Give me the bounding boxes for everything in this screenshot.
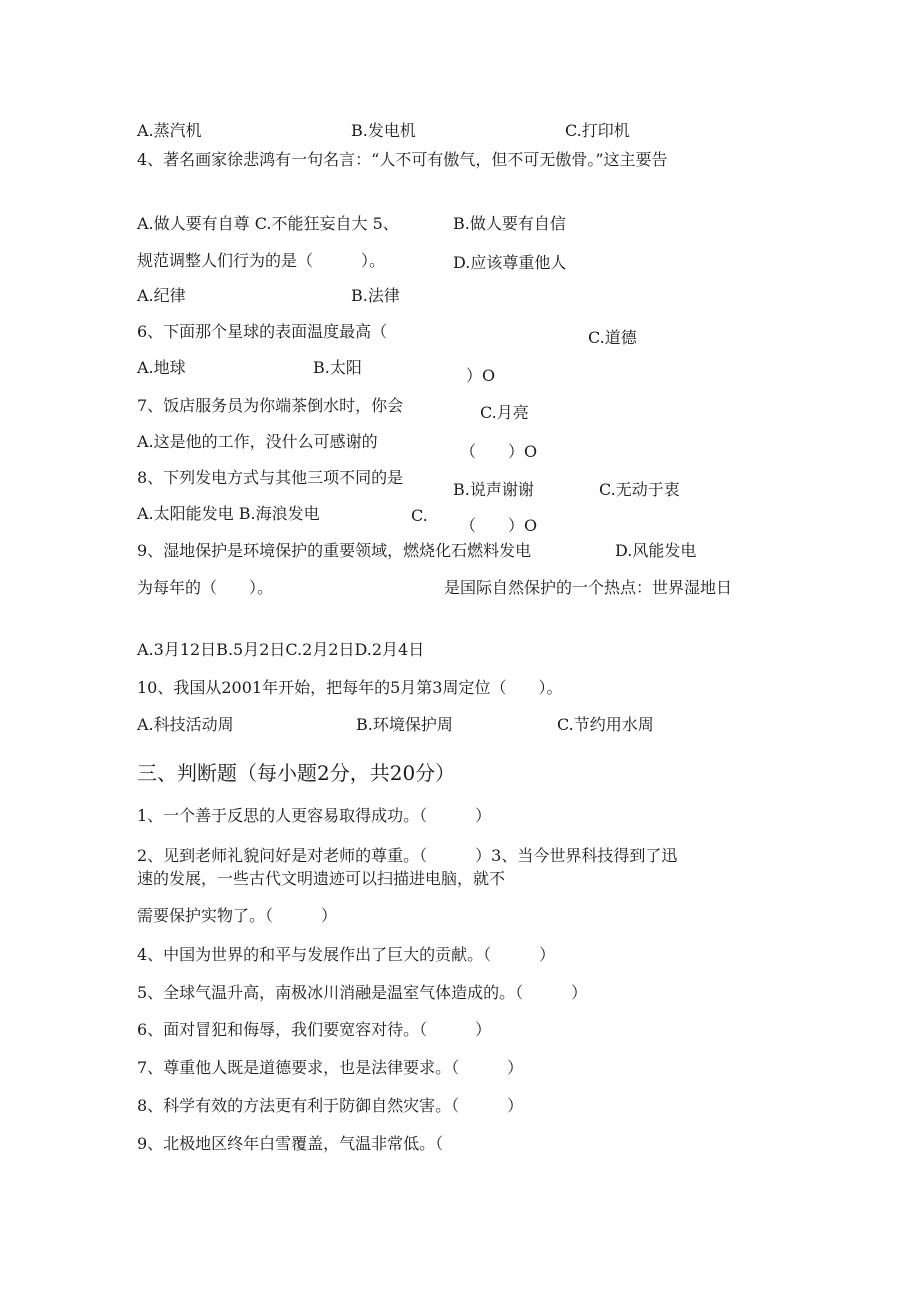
question-9-end: 为每年的（ ）。	[137, 578, 274, 597]
q8-bracket-clipped: （ ）O	[460, 516, 538, 535]
section-3-heading: 三、判断题（每小题2分，共20分）	[137, 761, 456, 785]
q7-option-a: A.这是他的工作，没什么可感谢的	[137, 432, 378, 451]
q5-option-c: C.道德	[588, 328, 637, 347]
question-5-text: 规范调整人们行为的是（ ）。	[137, 251, 386, 270]
q4-option-d: D.应该尊重他人	[453, 253, 567, 272]
q8-option-d: D.风能发电	[615, 541, 697, 560]
question-6: 6、下面那个星球的表面温度最高（	[137, 322, 388, 341]
judgment-3-end: 需要保护实物了。（ ）	[137, 906, 338, 925]
q6-option-a: A.地球	[137, 358, 186, 377]
option-b-generator: B.发电机	[351, 121, 416, 140]
q6-option-c: C.月亮	[480, 403, 529, 422]
q9-options: A.3月12日B.5月2日C.2月2日D.2月4日	[137, 640, 425, 659]
q8-option-c: C.	[411, 506, 428, 525]
q10-option-b: B.环境保护周	[356, 715, 453, 734]
judgment-8: 8、科学有效的方法更有利于防御自然灾害。（ ）	[137, 1096, 524, 1115]
judgment-6: 6、面对冒犯和侮辱，我们要宽容对待。（ ）	[137, 1020, 492, 1039]
question-4: 4、著名画家徐悲鸿有一句名言：“人不可有傲气，但不可无傲骨。”这主要告	[137, 150, 668, 169]
q5-option-b: B.法律	[351, 286, 400, 305]
question-9: 9、湿地保护是环境保护的重要领域，燃烧化石燃料发电	[137, 541, 532, 560]
question-10: 10、我国从2001年开始，把每年的5月第3周定位（ ）。	[137, 678, 563, 697]
judgment-3-continued: 速的发展，一些古代文明遗迹可以扫描进电脑，就不	[137, 869, 506, 888]
judgment-5: 5、全球气温升高，南极冰川消融是温室气体造成的。（ ）	[137, 983, 588, 1002]
q7-bracket: （ ）O	[460, 442, 538, 461]
judgment-1: 1、一个善于反思的人更容易取得成功。（ ）	[137, 806, 492, 825]
question-7: 7、饭店服务员为你端茶倒水时，你会	[137, 396, 404, 415]
option-a-steam-engine: A.蒸汽机	[137, 121, 202, 140]
q4-options-a-c-and-q5-start: A.做人要有自尊 C.不能狂妄自大 5、	[137, 214, 399, 233]
q7-option-b: B.说声谢谢	[453, 480, 534, 499]
q6-bracket-close: ）O	[466, 366, 496, 385]
q5-option-a: A.纪律	[137, 286, 186, 305]
q6-option-b: B.太阳	[313, 358, 362, 377]
q4-option-b: B.做人要有自信	[453, 214, 566, 233]
option-c-printer: C.打印机	[565, 121, 630, 140]
judgment-2-and-3: 2、见到老师礼貌问好是对老师的尊重。（ ）3、当今世界科技得到了迅	[137, 846, 678, 865]
judgment-9: 9、北极地区终年白雪覆盖，气温非常低。（	[137, 1134, 444, 1153]
question-8: 8、下列发电方式与其他三项不同的是	[137, 468, 404, 487]
q7-option-c: C.无动于衷	[599, 480, 680, 499]
q8-options-a-b: A.太阳能发电 B.海浪发电	[137, 504, 320, 523]
q10-option-a: A.科技活动周	[137, 715, 234, 734]
judgment-7: 7、尊重他人既是道德要求，也是法律要求。（ ）	[137, 1058, 524, 1077]
judgment-4: 4、中国为世界的和平与发展作出了巨大的贡献。（ ）	[137, 945, 556, 964]
q10-option-c: C.节约用水周	[557, 715, 654, 734]
question-9-continued: 是国际自然保护的一个热点：世界湿地日	[444, 578, 733, 597]
